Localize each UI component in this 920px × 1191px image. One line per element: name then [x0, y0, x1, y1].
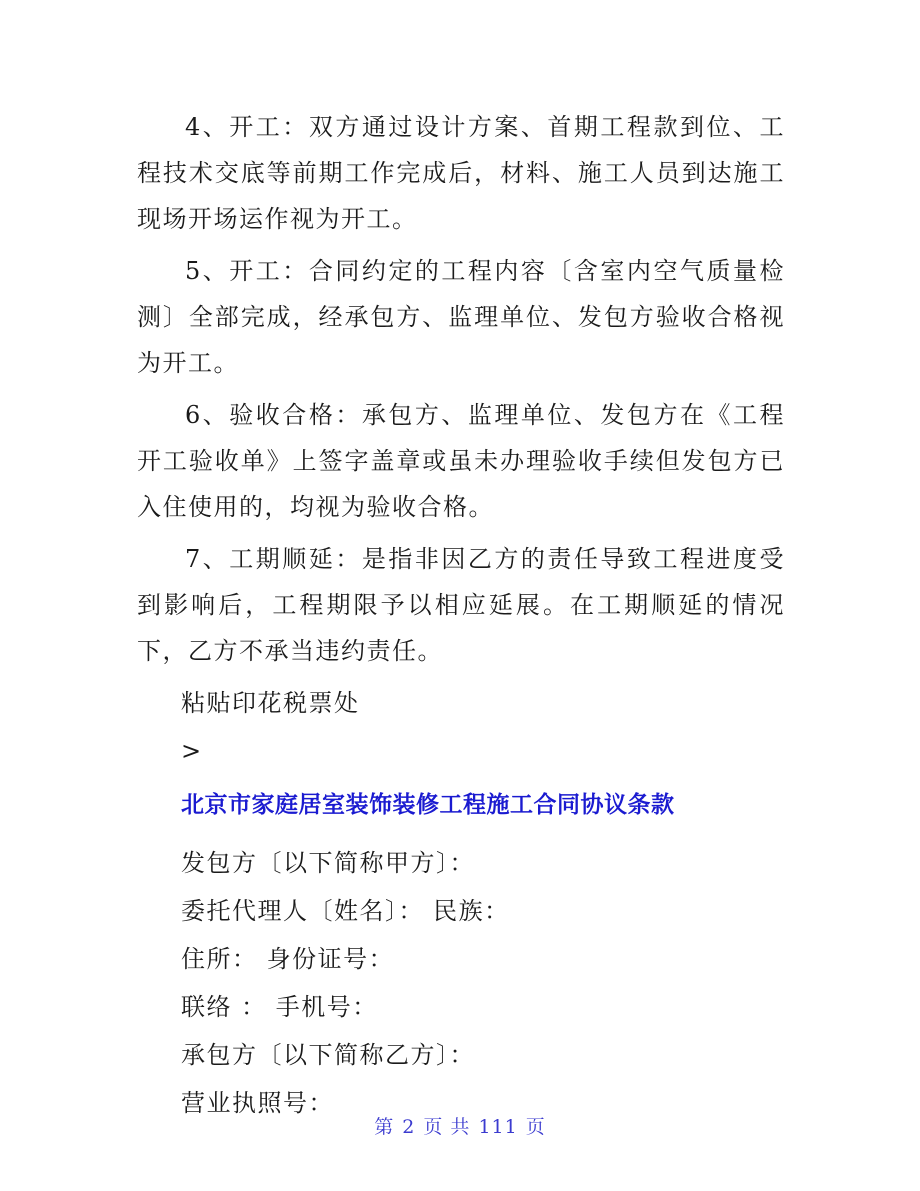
stamp-note: 粘贴印花税票处 — [181, 689, 360, 717]
footer-total-pages: 111 — [478, 1116, 518, 1138]
field-address: 住所： 身份证号： — [181, 945, 395, 973]
page-footer — [0, 1112, 920, 1139]
field-license: 营业执照号： — [181, 1089, 334, 1117]
field-agent: 委托代理人〔姓名〕： 民族： — [181, 897, 510, 925]
field-contact: 联络 ： 手机号： — [181, 993, 378, 1021]
footer-label-page: 第 — [374, 1116, 395, 1138]
clause-7: 7、工期顺延：是指非因乙方的责任导致工程进度受到影响后，工程期限予以相应延展。在工期顺延的情况下，乙方不承当违约责任。 — [137, 545, 785, 665]
arrow-mark: > — [181, 737, 203, 765]
footer-label-end: 页 — [525, 1116, 546, 1138]
clause-6: 6、验收合格：承包方、监理单位、发包方在《工程开工验收单》上签字盖章或虽未办理验收手续但发包方已入住使用的，均视为验收合格。 — [137, 401, 785, 521]
clause-5: 5、开工：合同约定的工程内容〔含室内空气质量检测〕全部完成，经承包方、监理单位、发包方验收合格视为开工。 — [137, 257, 785, 377]
clause-4: 4、开工：双方通过设计方案、首期工程款到位、工程技术交底等前期工作完成后，材料、施工人员到达施工现场开场运作视为开工。 — [137, 113, 785, 233]
field-party-b: 承包方〔以下简称乙方〕： — [181, 1041, 475, 1069]
section-heading: 北京市家庭居室装饰装修工程施工合同协议条款 — [181, 792, 675, 818]
footer-label-total: 页 共 — [423, 1116, 471, 1138]
footer-page-number: 2 — [402, 1116, 416, 1138]
field-party-a: 发包方〔以下简称甲方〕： — [181, 849, 475, 877]
document-body — [137, 104, 785, 1128]
